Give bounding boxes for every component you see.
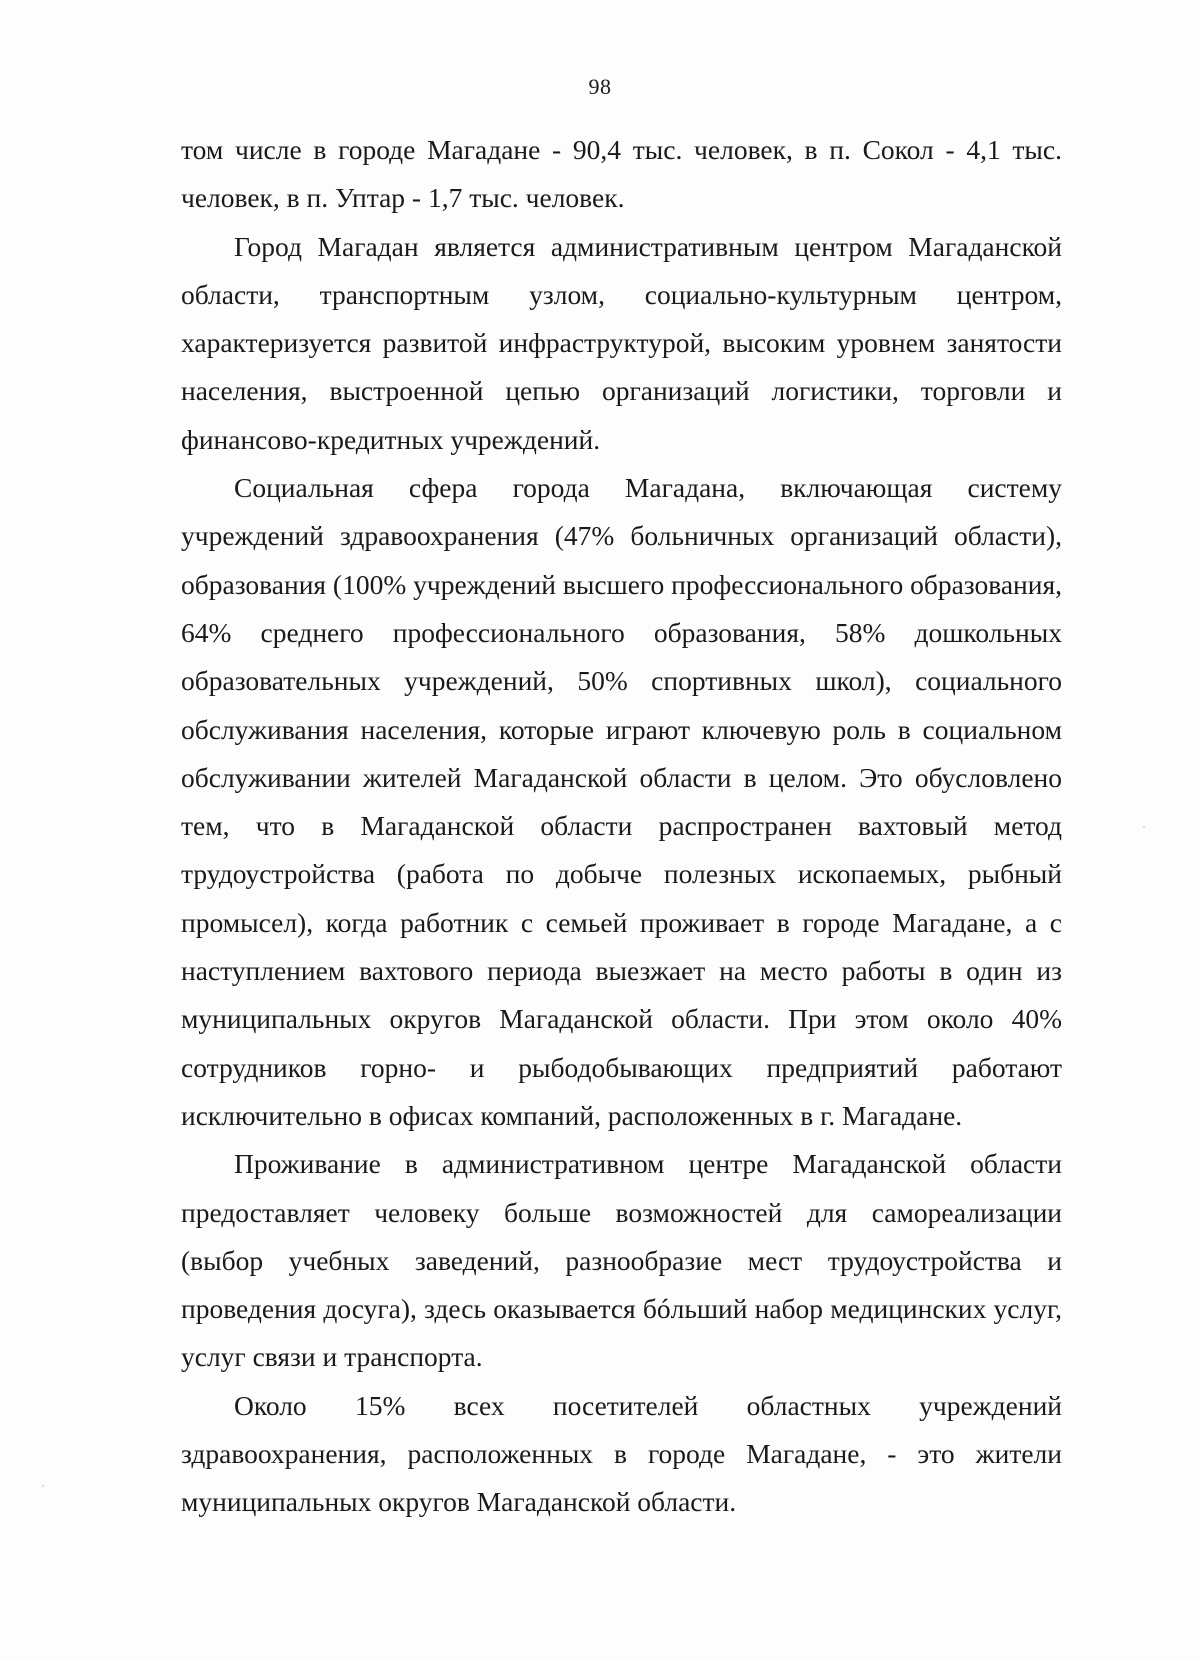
document-body bbox=[181, 126, 1062, 1527]
page-number: 98 bbox=[588, 74, 612, 99]
paragraph-magadan-center: Город Магадан является административным центром Магаданской области, транспортным узлом, социально-культурным центром, характеризуется развитой инфраструктурой, высоким уровнем занятости населения, выстроенной цепью организаций логистики, торговли и финансово-кредитных учреждений. bbox=[181, 230, 1062, 455]
paragraph-healthcare-visitors: Около 15% всех посетителей областных учреждений здравоохранения, расположенных в городе Магадане, - это жители муниципальных округов Магаданской области. bbox=[181, 1389, 1062, 1518]
scan-artifact bbox=[1143, 826, 1145, 828]
paragraph-continuation: том числе в городе Магадане - 90,4 тыс. человек, в п. Сокол - 4,1 тыс. человек, в п. Уптар - 1,7 тыс. человек. bbox=[181, 134, 1062, 214]
paragraph-living-opportunities: Проживание в административном центре Магаданской области предоставляет человеку больше возможностей для самореализации (выбор учебных заведений, разнообразие мест трудоустройства и проведения досуга), здесь оказывается бóльший набор медицинских услуг, услуг связи и транспорта. bbox=[181, 1148, 1062, 1373]
paragraph-social-sphere: Социальная сфера города Магадана, включающая систему учреждений здравоохранения (47% больничных организаций области), образования (100% учреждений высшего профессионального образования, 64% среднего профессионального образования, 58% дошкольных образовательных учреждений, 50% спортивных школ), социального обслуживания населения, которые играют ключевую роль в социальном обслуживании жителей Магаданской области в целом. Это обусловлено тем, что в Магаданской области распространен вахтовый метод трудоустройства (работа по добыче полезных ископаемых, рыбный промысел), когда работник с семьей проживает в городе Магадане, а с наступлением вахтового периода выезжает на место работы в один из муниципальных округов Магаданской области. При этом около 40% сотрудников горно- и рыбодобывающих предприятий работают исключительно в офисах компаний, расположенных в г. Магадане. bbox=[181, 472, 1063, 1131]
scan-artifact bbox=[42, 1485, 44, 1487]
